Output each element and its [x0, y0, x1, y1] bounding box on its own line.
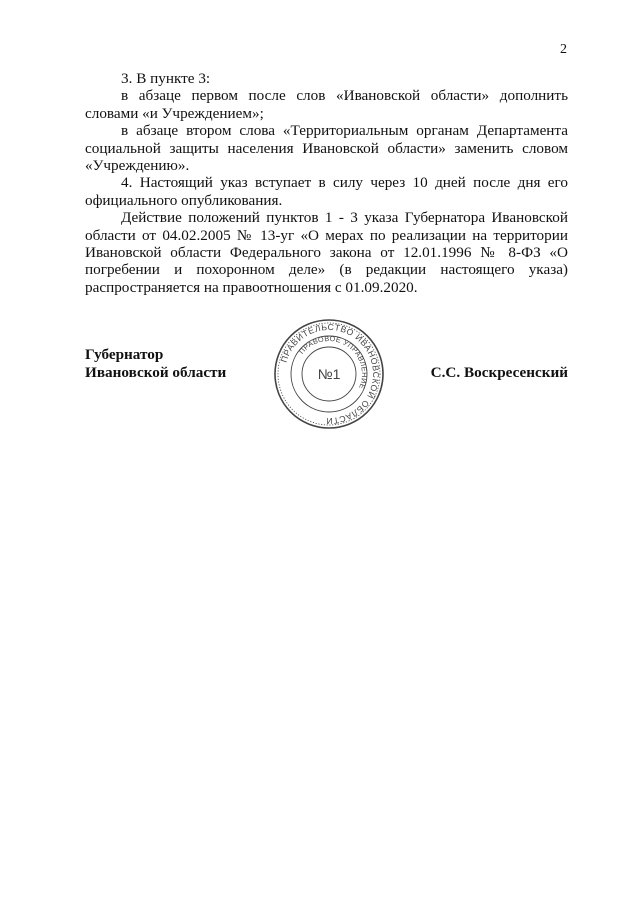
paragraph-item-3-heading: 3. В пункте 3:	[121, 70, 211, 87]
paragraph-first-abzac-amendment: в абзаце первом после слов «Ивановской области» дополнить словами «и Учреждением»;	[85, 87, 568, 122]
signatory-title-line1: Губернатор	[85, 346, 164, 363]
seal-center-number: №1	[317, 366, 341, 382]
signatory-name: С.С. Воскресенский	[430, 364, 568, 381]
paragraph-retroactive-effect: Действие положений пунктов 1 - 3 указа Губернатора Ивановской области от 04.02.2005 № 13-уг «О мерах по реализации на территории Ивановской области Федерального закона от 12.01.1996 № 8-ФЗ «О погребении и похоронном деле» (в редакции настоящего указа) распространяется на правоотношения с 01.09.2020.	[85, 209, 568, 296]
seal-outer-text: ПРАВИТЕЛЬСТВО ИВАНОВСКОЙ ОБЛАСТИ	[278, 321, 382, 427]
page-number: 2	[560, 42, 567, 57]
document-body	[85, 70, 568, 296]
paragraph-entry-into-force: 4. Настоящий указ вступает в силу через 10 дней после дня его официального опубликования.	[85, 174, 568, 209]
signatory-title-line2: Ивановской области	[85, 364, 227, 381]
official-seal-stamp	[273, 318, 385, 430]
signatory-title	[85, 346, 226, 382]
signature-block	[85, 318, 568, 428]
paragraph-second-abzac-amendment: в абзаце втором слова «Территориальным органам Департамента социальной защиты населения Ивановской области» заменить словом «Учреждению».	[85, 122, 568, 175]
seal-inner-text: ПРАВОВОЕ УПРАВЛЕНИЕ	[296, 333, 370, 391]
